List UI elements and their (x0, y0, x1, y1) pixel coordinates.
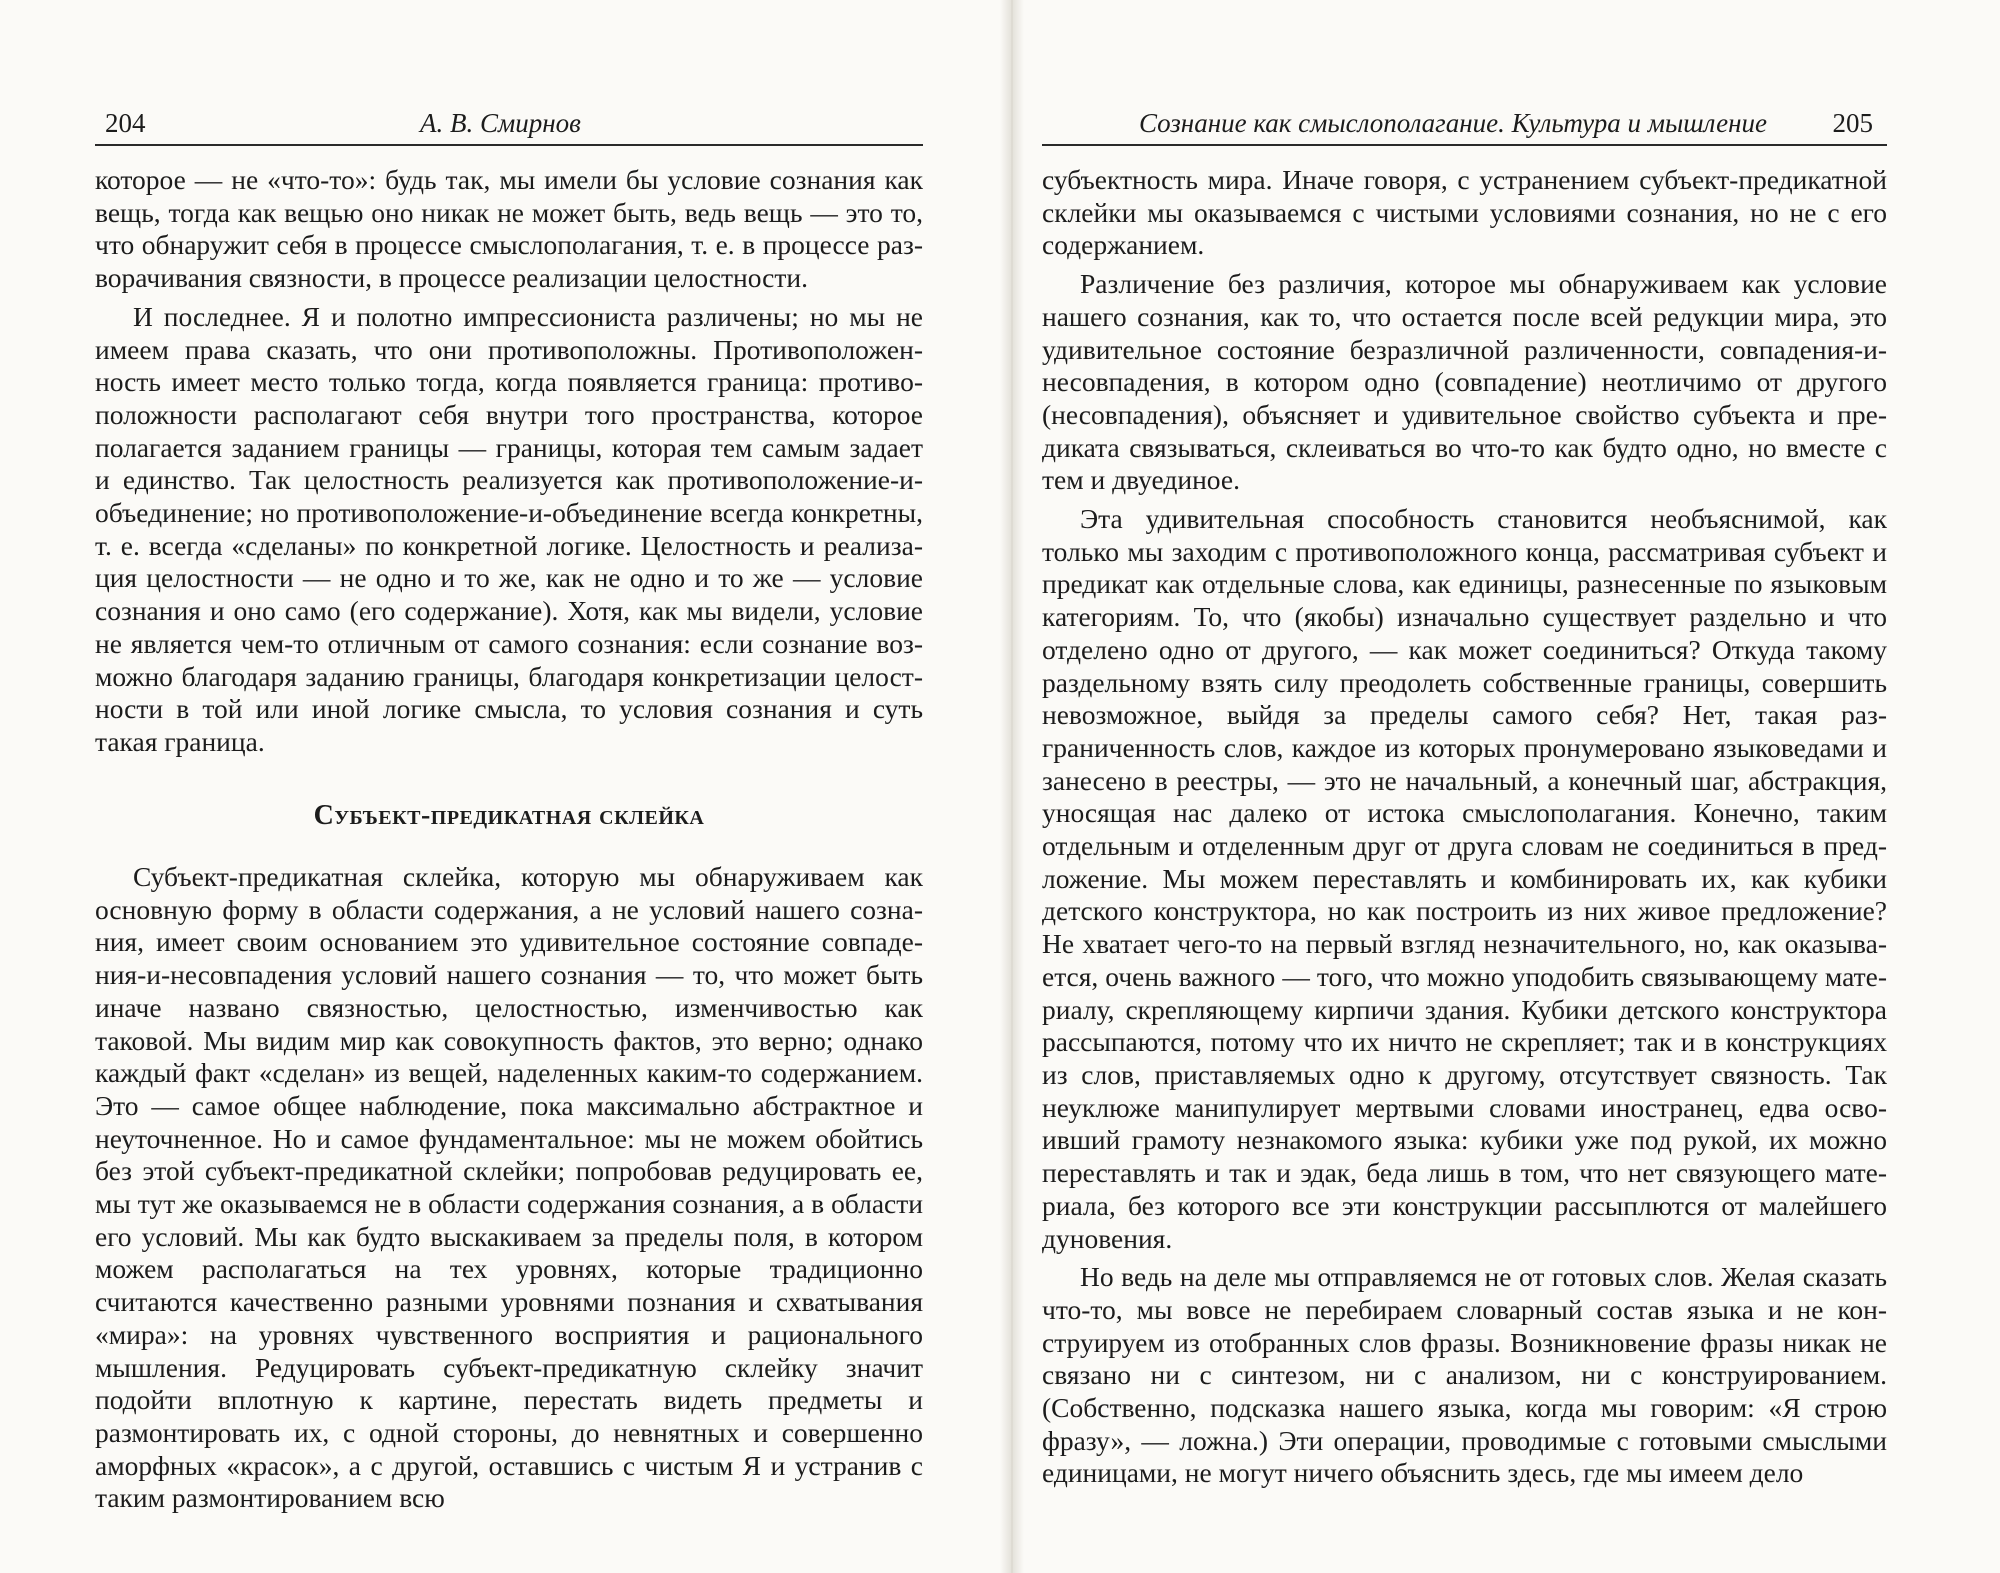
book-spine (1000, 0, 1024, 1573)
left-author-title: А. В. Смирнов (420, 108, 581, 138)
paragraph: Эта удивительная способность становится необъяснимой, как только мы заходим с противоположного конца, рассматривая субъект и предикат как отдельные слова, как единицы, разнесенные по языковым категориям. То, что (якобы) изначально существует раздельно и что отделено одно от другого, — как может соединиться? Откуда такому раздельному взять силу преодолеть собственные границы, совершить невозможное, выйдя за пределы самого себя? Нет, такая разграниченность слов, каждое из которых пронумеровано языковедами и занесено в реестры, — это не начальный, а конечный шаг, абстракция, уносящая нас далеко от истока смыслополагания. Конечно, таким отдельным и отделенным друг от друга словам не соединиться в предложение. Мы можем переставлять и комбинировать их, как кубики детского конструктора, но как построить из них живое предложение? Не хватает чего-то на первый взгляд незначительного, но, как оказывается, очень важного — того, что можно уподобить связывающему материалу, скрепляющему кирпичи здания. Кубики детского конструктора рассыпаются, потому что их ничто не скрепляет; так и в конструкциях из слов, приставляемых одно к другому, отсутствует связность. Так неуклюже манипулирует мертвыми словами иностранец, едва освоивший грамоту незнакомого языка: кубики уже под рукой, их можно переставлять и так и эдак, беда лишь в том, что нет связующего материала, без которого все эти конструкции рассыплются от малейшего дуновения. (1042, 503, 1887, 1254)
left-running-head (95, 104, 923, 146)
paragraph: Но ведь на деле мы отправляемся не от готовых слов. Желая сказать что-то, мы вовсе не перебираем словарный состав языка и не конструируем из отобранных слов фразы. Возникновение фразы никак не связано ни с синтезом, ни с анализом, ни с конструированием. (Собственно, подсказка нашего языка, когда мы говорим: «Я строю фразу», — ложна.) Эти операции, проводимые с готовыми смыслыми единицами, не могут ничего объяснить здесь, где мы имеем дело (1042, 1261, 1887, 1489)
paragraph: Субъект-предикатная склейка, которую мы обнаруживаем как основную форму в области содержания, а не условий нашего сознания, имеет своим основанием это удивительное состояние совпадения-и-несовпадения условий нашего сознания — то, что может быть иначе названо связностью, целостностью, изменчивостью как таковой. Мы видим мир как совокупность фактов, это верно; однако каждый факт «сделан» из вещей, наделенных каким-то содержанием. Это — самое общее наблюдение, пока максимально абстрактное и неуточненное. Но и самое фундаментальное: мы не можем обойтись без этой субъект-предикатной склейки; попробовав редуцировать ее, мы тут же оказываемся не в области содержания сознания, а в области его условий. Мы как будто выскакиваем за пределы поля, в котором можем располагаться на тех уровнях, которые традиционно считаются качественно разными уровнями познания и схватывания «мира»: на уровнях чувственного восприятия и рационального мышления. Редуцировать субъект-предикатную склейку значит подойти вплотную к картине, перестать видеть предметы и размонтировать их, с одной стороны, до невнятных и совершенно аморфных «красок», а с другой, оставшись с чистым Я и устранив с таким размонтированием всю (95, 861, 923, 1514)
left-section-text (95, 861, 923, 1521)
right-page (1042, 0, 1887, 1573)
right-running-head (1042, 104, 1887, 146)
left-body-text (95, 164, 923, 765)
section-heading: Субъект-предикатная склейка (313, 800, 705, 831)
left-page (95, 0, 923, 1573)
right-body-text (1042, 164, 1887, 1496)
paragraph: Различение без различия, которое мы обнаруживаем как условие нашего сознания, как то, что остается после всей редукции мира, это удивительное состояние безразличной различенности, совпадения-и-несовпадения, в котором одно (совпадение) неотличимо от другого (несовпадения), объясняет и удивительное свойство субъекта и предиката связываться, склеиваться во что-то как будто одно, но вместе с тем и двуединое. (1042, 268, 1887, 496)
paragraph: которое — не «что-то»: будь так, мы имели бы условие сознания как вещь, тогда как вещью оно никак не может быть, ведь вещь — это то, что обнаружит себя в процессе смыслополагания, т. е. в процессе разворачивания связности, в процессе реализации целостности. (95, 164, 923, 294)
right-chapter-title: Сознание как смыслополагание. Культура и мышление (1138, 108, 1767, 138)
paragraph: И последнее. Я и полотно импрессиониста различены; но мы не имеем права сказать, что они противоположны. Противоположенность имеет место только тогда, когда появляется граница: противоположности располагают себя внутри того пространства, которое полагается заданием границы — границы, которая тем самым задает и единство. Так целостность реализуется как противоположение-и-объединение; но противоположение-и-объединение всегда конкретны, т. е. всегда «сделаны» по конкретной логике. Целостность и реализация целостности — не одно и то же, как не одно и то же — условие сознания и оно само (его содержание). Хотя, как мы видели, условие не является чем-то отличным от самого сознания: если сознание возможно благодаря заданию границы, благодаря конкретизации целостности в той или иной логике смысла, то условия сознания и суть такая граница. (95, 300, 923, 757)
paragraph: субъектность мира. Иначе говоря, с устранением субъект-предикатной склейки мы оказываемся с чистыми условиями сознания, но не с его содержанием. (1042, 164, 1887, 261)
left-page-number: 204 (105, 108, 146, 138)
right-page-number: 205 (1832, 108, 1873, 138)
